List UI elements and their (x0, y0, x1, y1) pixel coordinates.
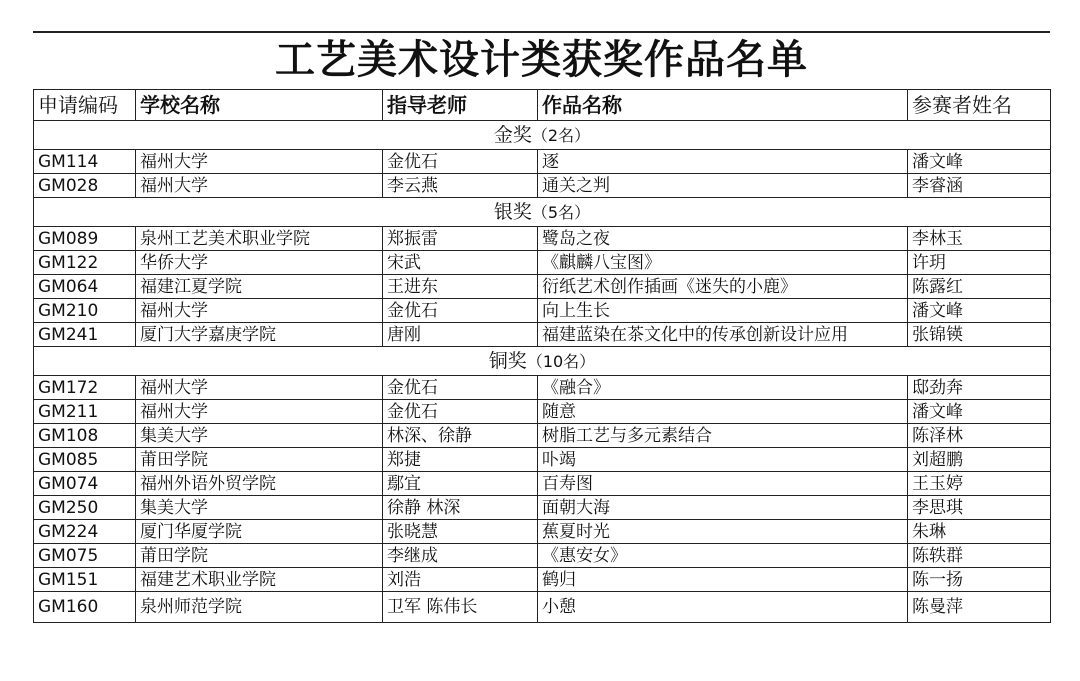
code-cell: GM160 (34, 592, 136, 623)
student-cell: 潘文峰 (908, 400, 1051, 424)
teacher-cell: 金优石 (383, 376, 538, 400)
teacher-cell: 王进东 (383, 275, 538, 299)
work-cell: 随意 (538, 400, 908, 424)
student-cell: 潘文峰 (908, 150, 1051, 174)
student-cell: 陈曼萍 (908, 592, 1051, 623)
teacher-cell: 李云燕 (383, 174, 538, 198)
teacher-cell: 金优石 (383, 400, 538, 424)
section-name: 银奖 (493, 200, 532, 223)
code-cell: GM224 (34, 520, 136, 544)
column-header-school: 学校名称 (136, 90, 383, 121)
student-cell: 陈轶群 (908, 544, 1051, 568)
school-cell: 集美大学 (136, 424, 383, 448)
table-row (34, 174, 1051, 198)
table-row (34, 150, 1051, 174)
table-row (34, 376, 1051, 400)
column-header-teacher: 指导老师 (383, 90, 538, 121)
code-cell: GM210 (34, 299, 136, 323)
work-cell: 《惠安女》 (538, 544, 908, 568)
teacher-cell: 郑振雷 (383, 227, 538, 251)
code-cell: GM211 (34, 400, 136, 424)
column-header-student: 参赛者姓名 (908, 90, 1051, 121)
table-row (34, 400, 1051, 424)
section-header-row (34, 198, 1051, 227)
school-cell: 厦门华厦学院 (136, 520, 383, 544)
teacher-cell: 徐静 林深 (383, 496, 538, 520)
work-cell: 通关之判 (538, 174, 908, 198)
school-cell: 福州大学 (136, 376, 383, 400)
code-cell: GM172 (34, 376, 136, 400)
code-cell: GM108 (34, 424, 136, 448)
school-cell: 厦门大学嘉庚学院 (136, 323, 383, 347)
work-cell: 面朝大海 (538, 496, 908, 520)
work-cell: 《麒麟八宝图》 (538, 251, 908, 275)
table-row (34, 227, 1051, 251)
work-cell: 逐 (538, 150, 908, 174)
student-cell: 潘文峰 (908, 299, 1051, 323)
table-header-row (34, 90, 1051, 121)
teacher-cell: 张晓慧 (383, 520, 538, 544)
student-cell: 王玉婷 (908, 472, 1051, 496)
work-cell: 小憩 (538, 592, 908, 623)
teacher-cell: 宋武 (383, 251, 538, 275)
student-cell: 刘超鹏 (908, 448, 1051, 472)
section-title (34, 347, 1051, 376)
code-cell: GM075 (34, 544, 136, 568)
student-cell: 朱琳 (908, 520, 1051, 544)
section-count: （5名） (531, 202, 591, 222)
table-row (34, 472, 1051, 496)
table-row (34, 520, 1051, 544)
school-cell: 福州大学 (136, 150, 383, 174)
school-cell: 福州大学 (136, 299, 383, 323)
student-cell: 李睿涵 (908, 174, 1051, 198)
table-row (34, 544, 1051, 568)
code-cell: GM241 (34, 323, 136, 347)
section-name: 铜奖 (488, 349, 527, 372)
table-row (34, 496, 1051, 520)
teacher-cell: 卫军 陈伟长 (383, 592, 538, 623)
school-cell: 福州大学 (136, 174, 383, 198)
student-cell: 许玥 (908, 251, 1051, 275)
work-cell: 卟竭 (538, 448, 908, 472)
code-cell: GM089 (34, 227, 136, 251)
awards-table (33, 89, 1051, 623)
code-cell: GM122 (34, 251, 136, 275)
table-row (34, 448, 1051, 472)
table-row (34, 424, 1051, 448)
code-cell: GM085 (34, 448, 136, 472)
work-cell: 树脂工艺与多元素结合 (538, 424, 908, 448)
section-count: （10名） (526, 351, 596, 371)
school-cell: 华侨大学 (136, 251, 383, 275)
work-cell: 福建蓝染在茶文化中的传承创新设计应用 (538, 323, 908, 347)
table-row (34, 251, 1051, 275)
section-count: （2名） (531, 125, 591, 145)
school-cell: 莆田学院 (136, 544, 383, 568)
teacher-cell: 鄢宜 (383, 472, 538, 496)
student-cell: 李思琪 (908, 496, 1051, 520)
table-row (34, 568, 1051, 592)
code-cell: GM028 (34, 174, 136, 198)
section-title (34, 121, 1051, 150)
teacher-cell: 刘浩 (383, 568, 538, 592)
work-cell: 鹭岛之夜 (538, 227, 908, 251)
school-cell: 泉州工艺美术职业学院 (136, 227, 383, 251)
code-cell: GM151 (34, 568, 136, 592)
student-cell: 陈泽林 (908, 424, 1051, 448)
work-cell: 向上生长 (538, 299, 908, 323)
school-cell: 集美大学 (136, 496, 383, 520)
table-row (34, 592, 1051, 623)
teacher-cell: 李继成 (383, 544, 538, 568)
teacher-cell: 唐刚 (383, 323, 538, 347)
work-cell: 鹤归 (538, 568, 908, 592)
school-cell: 莆田学院 (136, 448, 383, 472)
school-cell: 福州外语外贸学院 (136, 472, 383, 496)
school-cell: 福建江夏学院 (136, 275, 383, 299)
work-cell: 《融合》 (538, 376, 908, 400)
table-row (34, 299, 1051, 323)
section-header-row (34, 347, 1051, 376)
code-cell: GM074 (34, 472, 136, 496)
school-cell: 福州大学 (136, 400, 383, 424)
code-cell: GM064 (34, 275, 136, 299)
teacher-cell: 金优石 (383, 299, 538, 323)
section-title (34, 198, 1051, 227)
student-cell: 邸劲奔 (908, 376, 1051, 400)
student-cell: 李林玉 (908, 227, 1051, 251)
student-cell: 张锦锳 (908, 323, 1051, 347)
work-cell: 蕉夏时光 (538, 520, 908, 544)
code-cell: GM114 (34, 150, 136, 174)
work-cell: 衍纸艺术创作插画《迷失的小鹿》 (538, 275, 908, 299)
school-cell: 福建艺术职业学院 (136, 568, 383, 592)
awards-table-body (34, 90, 1051, 623)
code-cell: GM250 (34, 496, 136, 520)
school-cell: 泉州师范学院 (136, 592, 383, 623)
teacher-cell: 金优石 (383, 150, 538, 174)
teacher-cell: 郑捷 (383, 448, 538, 472)
student-cell: 陈一扬 (908, 568, 1051, 592)
page-title: 工艺美术设计类获奖作品名单 (275, 37, 808, 83)
work-cell: 百寿图 (538, 472, 908, 496)
student-cell: 陈露红 (908, 275, 1051, 299)
section-name: 金奖 (493, 123, 532, 146)
table-row (34, 323, 1051, 347)
table-row (34, 275, 1051, 299)
teacher-cell: 林深、徐静 (383, 424, 538, 448)
column-header-work: 作品名称 (538, 90, 908, 121)
section-header-row (34, 121, 1051, 150)
column-header-code: 申请编码 (34, 90, 136, 121)
